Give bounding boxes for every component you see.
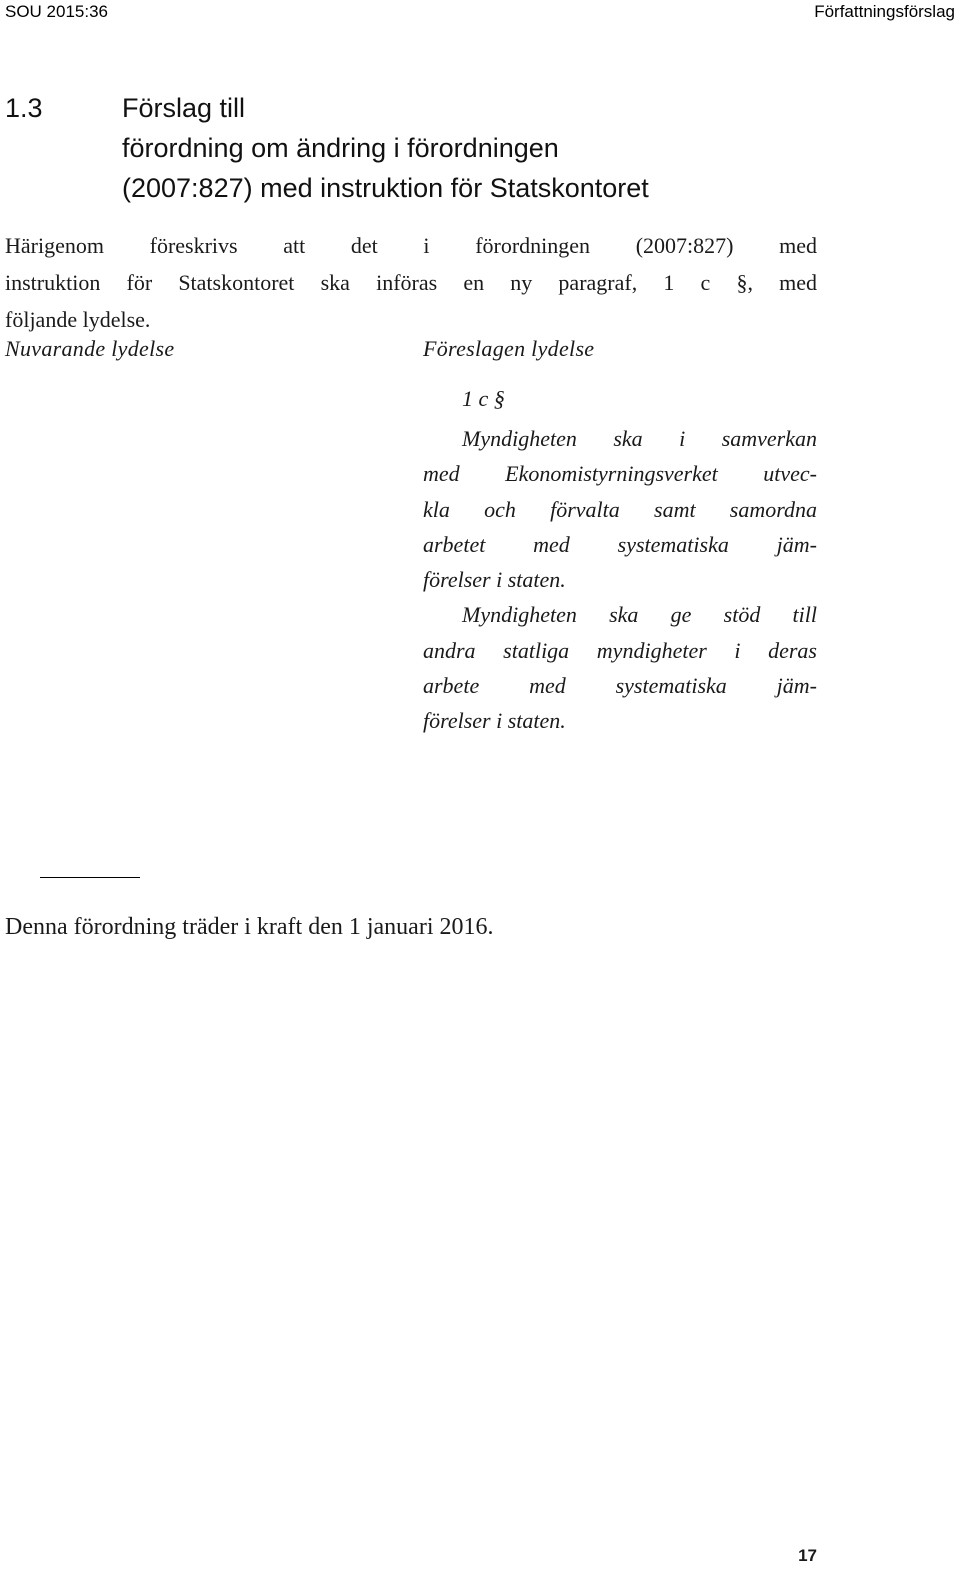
- report-reference: SOU 2015:36: [5, 2, 109, 21]
- section-title-line: förordning om ändring i förordningen: [122, 133, 559, 163]
- section-category: Författningsförslag: [814, 2, 955, 21]
- proposed-line: kla och förvalta samt samordna: [423, 496, 817, 522]
- proposed-line: med Ekonomistyrningsverket utvec-: [423, 461, 817, 487]
- intro-line: instruktion för Statskontoret ska införas en ny paragraf, 1 c §, med: [5, 270, 817, 295]
- proposed-wording-heading: Föreslagen lydelse: [423, 336, 595, 361]
- proposed-line: Myndigheten ska ge stöd till: [462, 602, 817, 628]
- proposed-line: arbetet med systematiska jäm-: [423, 531, 817, 557]
- proposed-line: förelser i staten.: [423, 567, 566, 593]
- proposed-line: Myndigheten ska i samverkan: [462, 426, 817, 451]
- section-number: 1.3: [5, 93, 43, 123]
- proposed-line: andra statliga myndigheter i deras: [423, 637, 817, 663]
- intro-paragraph: [5, 227, 817, 338]
- intro-line: Härigenom föreskrivs att det i förordningen (2007:827) med: [5, 233, 817, 258]
- section-title-line: Förslag till: [122, 93, 246, 123]
- proposed-line: arbete med systematiska jäm-: [423, 673, 817, 699]
- section-title-line: (2007:827) med instruktion för Statskontoret: [122, 173, 649, 203]
- footnote-divider: [40, 877, 140, 878]
- paragraph-number: 1 c §: [462, 386, 505, 411]
- proposed-line: förelser i staten.: [423, 708, 566, 734]
- effective-date-statement: Denna förordning träder i kraft den 1 januari 2016.: [5, 914, 494, 940]
- intro-line: följande lydelse.: [5, 307, 151, 332]
- page-number: 17: [798, 1546, 817, 1565]
- current-wording-heading: Nuvarande lydelse: [5, 336, 175, 361]
- proposed-wording-text: [423, 421, 817, 739]
- section-title: [122, 88, 649, 208]
